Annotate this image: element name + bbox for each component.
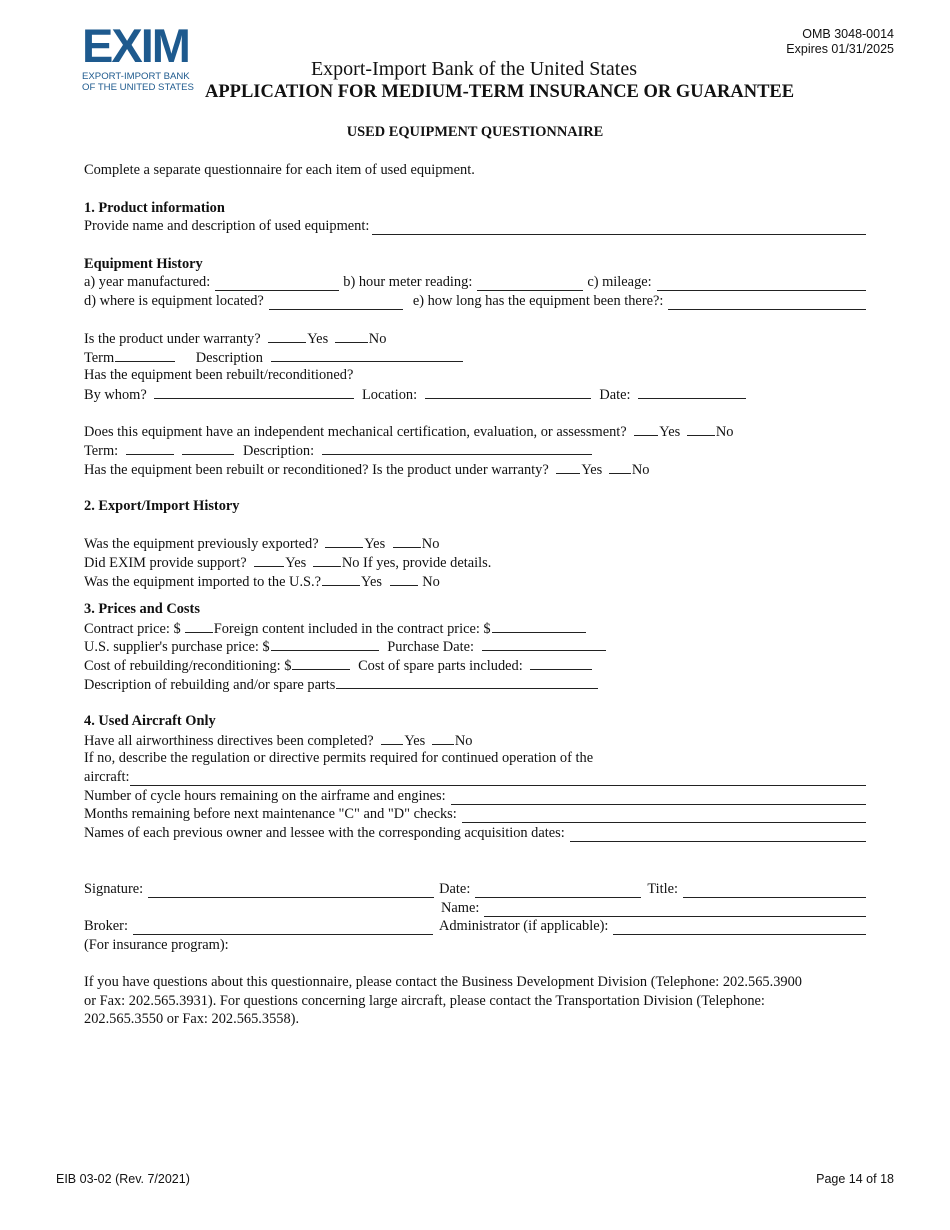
months-remaining-field[interactable] <box>462 809 866 823</box>
name-label: Name: <box>441 900 480 916</box>
cycle-hours-field[interactable] <box>451 791 866 805</box>
signature-title-field[interactable] <box>683 884 866 898</box>
warranty-row <box>84 329 386 348</box>
broker-label: Broker: <box>84 918 128 934</box>
exported-row <box>84 534 439 553</box>
location-label: d) where is equipment located? <box>84 293 264 309</box>
rebuild-description-row <box>84 675 599 694</box>
logo-wordmark-text: EXIM <box>82 19 189 72</box>
rebuilt-warranty-no-field[interactable] <box>609 460 631 474</box>
certification-no-label: No <box>715 424 734 440</box>
cycle-hours-label: Number of cycle hours remaining on the airframe and engines: <box>84 788 446 804</box>
by-whom-label: By whom? <box>84 387 147 403</box>
certification-term-label: Term: <box>84 443 119 459</box>
supplier-price-row <box>84 637 607 656</box>
contact-line-3: 202.565.3550 or Fax: 202.565.3558). <box>84 1011 300 1027</box>
product-name-label: Provide name and description of used equipment: <box>84 218 370 234</box>
certification-question: Does this equipment have an independent mechanical certification, evaluation, or assessment? <box>84 424 627 440</box>
rebuilt-warranty-no-label: No <box>631 462 650 478</box>
rebuilt-warranty-question: Has the equipment been rebuilt or reconditioned? Is the product under warranty? <box>84 462 549 478</box>
omb-expiry: Expires 01/31/2025 <box>786 42 894 56</box>
cycle-hours-row <box>84 787 866 805</box>
page-number: Page 14 of 18 <box>816 1172 894 1186</box>
broker-row <box>84 917 866 935</box>
signature-field[interactable] <box>148 884 434 898</box>
year-field[interactable] <box>215 277 339 291</box>
spare-parts-cost-field[interactable] <box>530 656 592 670</box>
support-yes-label: Yes <box>285 555 307 571</box>
spare-parts-cost-label: Cost of spare parts included: <box>358 658 523 674</box>
support-details-text: No If yes, provide details. <box>341 555 492 571</box>
signature-date-field[interactable] <box>475 884 641 898</box>
how-long-label: e) how long has the equipment been there?: <box>412 293 664 309</box>
contract-price-field[interactable] <box>185 619 213 633</box>
certification-term-field-1[interactable] <box>126 441 174 455</box>
section2-heading: 2. Export/Import History <box>84 498 240 514</box>
airworthiness-yes-label: Yes <box>404 733 426 749</box>
signature-row <box>84 880 866 898</box>
certification-yes-label: Yes <box>659 424 681 440</box>
section3-heading: 3. Prices and Costs <box>84 601 200 617</box>
exported-question: Was the equipment previously exported? <box>84 536 319 552</box>
name-field[interactable] <box>484 903 866 917</box>
foreign-content-label: Foreign content included in the contract price: $ <box>213 621 491 637</box>
support-no-field[interactable] <box>313 553 341 567</box>
imported-row <box>84 572 440 591</box>
certification-yes-field[interactable] <box>634 422 658 436</box>
warranty-term-field[interactable] <box>115 348 175 362</box>
rebuild-cost-field[interactable] <box>292 656 350 670</box>
logo-subtitle-line2: OF THE UNITED STATES <box>82 82 194 93</box>
contract-price-label: Contract price: $ <box>84 621 181 637</box>
purchase-date-label: Purchase Date: <box>387 639 474 655</box>
history-row-1 <box>84 273 866 291</box>
signature-date-label: Date: <box>439 881 471 897</box>
administrator-label: Administrator (if applicable): <box>438 918 609 934</box>
omb-number: OMB 3048-0014 <box>802 27 894 41</box>
rebuilt-location-field[interactable] <box>425 385 591 399</box>
questionnaire-title: USED EQUIPMENT QUESTIONNAIRE <box>346 124 604 140</box>
warranty-description-field[interactable] <box>271 348 463 362</box>
hour-field[interactable] <box>477 277 583 291</box>
aircraft-row <box>84 768 866 786</box>
rebuilt-question: Has the equipment been rebuilt/reconditioned? <box>84 367 354 383</box>
imported-question: Was the equipment imported to the U.S.? <box>84 574 322 590</box>
rebuild-description-label: Description of rebuilding and/or spare parts <box>84 677 336 693</box>
aircraft-label: aircraft: <box>84 769 130 785</box>
certification-row <box>84 422 733 441</box>
support-yes-field[interactable] <box>254 553 284 567</box>
omb-block <box>786 27 894 57</box>
airworthiness-question: Have all airworthiness directives been completed? <box>84 733 374 749</box>
organization-name <box>0 58 950 81</box>
if-no-text: If no, describe the regulation or directive permits required for continued operation of the <box>84 750 594 766</box>
rebuilt-date-label: Date: <box>599 387 631 403</box>
months-remaining-label: Months remaining before next maintenance "C" and "D" checks: <box>84 806 457 822</box>
supplier-price-label: U.S. supplier's purchase price: $ <box>84 639 270 655</box>
warranty-yes-label: Yes <box>307 331 329 347</box>
rebuilt-warranty-row <box>84 460 650 479</box>
airworthiness-no-field[interactable] <box>432 731 454 745</box>
certification-description-label: Description: <box>242 443 315 459</box>
application-title: APPLICATION FOR MEDIUM-TERM INSURANCE OR GUARANTEE <box>205 82 795 102</box>
administrator-field[interactable] <box>613 921 866 935</box>
warranty-yes-field[interactable] <box>268 329 306 343</box>
supplier-price-field[interactable] <box>271 637 379 651</box>
rebuilt-date-field[interactable] <box>638 385 746 399</box>
warranty-term-row <box>84 348 464 367</box>
history-row-2 <box>84 292 866 310</box>
signature-title-label: Title: <box>647 881 678 897</box>
exported-no-label: No <box>421 536 440 552</box>
intro-text: Complete a separate questionnaire for each item of used equipment. <box>84 162 475 178</box>
certification-term-row <box>84 441 593 460</box>
aircraft-field[interactable] <box>130 772 866 786</box>
purchase-date-field[interactable] <box>482 637 606 651</box>
contact-line-2: or Fax: 202.565.3931). For questions concerning large aircraft, please contact the Transportation Division (Telephone: <box>84 993 765 1009</box>
hour-label: b) hour meter reading: <box>343 274 473 290</box>
months-remaining-row <box>84 805 866 823</box>
rebuilt-details-row <box>84 385 747 404</box>
contract-price-row <box>84 619 587 638</box>
imported-yes-field[interactable] <box>322 572 360 586</box>
support-row <box>84 553 491 572</box>
name-row <box>441 899 866 917</box>
organization-name-text: Export-Import Bank of the United States <box>310 58 638 80</box>
logo-subtitle-line1: EXPORT-IMPORT BANK <box>82 71 190 82</box>
previous-owners-row <box>84 824 866 842</box>
certification-term-field-2[interactable] <box>182 441 234 455</box>
previous-owners-field[interactable] <box>570 828 866 842</box>
contact-line-1: If you have questions about this questionnaire, please contact the Business Development Division (Telephone: 202.565.3900 <box>84 974 802 990</box>
location-field[interactable] <box>269 296 403 310</box>
imported-no-label: No <box>422 574 440 590</box>
warranty-description-label: Description <box>195 350 263 366</box>
how-long-field[interactable] <box>668 296 866 310</box>
exported-no-field[interactable] <box>393 534 421 548</box>
section1-heading: 1. Product information <box>84 200 225 216</box>
exported-yes-label: Yes <box>364 536 386 552</box>
certification-description-field[interactable] <box>322 441 592 455</box>
broker-field[interactable] <box>133 921 433 935</box>
rebuilt-warranty-yes-field[interactable] <box>556 460 580 474</box>
warranty-term-label: Term <box>84 350 115 366</box>
warranty-no-field[interactable] <box>335 329 368 343</box>
foreign-content-field[interactable] <box>492 619 586 633</box>
history-heading: Equipment History <box>84 256 203 272</box>
airworthiness-row <box>84 731 472 750</box>
product-name-row <box>84 217 866 235</box>
section4-heading: 4. Used Aircraft Only <box>84 713 216 729</box>
warranty-question: Is the product under warranty? <box>84 331 261 347</box>
rebuild-cost-label: Cost of rebuilding/reconditioning: $ <box>84 658 292 674</box>
imported-yes-label: Yes <box>361 574 382 590</box>
insurance-note: (For insurance program): <box>84 937 229 953</box>
certification-no-field[interactable] <box>687 422 715 436</box>
rebuilt-location-label: Location: <box>361 387 418 403</box>
airworthiness-yes-field[interactable] <box>381 731 403 745</box>
by-whom-field[interactable] <box>154 385 354 399</box>
mileage-label: c) mileage: <box>587 274 652 290</box>
warranty-no-label: No <box>368 331 387 347</box>
exported-yes-field[interactable] <box>325 534 363 548</box>
airworthiness-no-label: No <box>454 733 473 749</box>
imported-no-field[interactable] <box>390 572 418 586</box>
rebuilt-warranty-yes-label: Yes <box>581 462 603 478</box>
rebuild-description-field[interactable] <box>336 675 598 689</box>
year-label: a) year manufactured: <box>84 274 211 290</box>
form-number: EIB 03-02 (Rev. 7/2021) <box>56 1172 190 1186</box>
support-question: Did EXIM provide support? <box>84 555 247 571</box>
rebuild-cost-row <box>84 656 593 675</box>
signature-label: Signature: <box>84 881 144 897</box>
previous-owners-label: Names of each previous owner and lessee with the corresponding acquisition dates: <box>84 825 565 841</box>
product-name-field[interactable] <box>372 221 866 235</box>
mileage-field[interactable] <box>657 277 866 291</box>
